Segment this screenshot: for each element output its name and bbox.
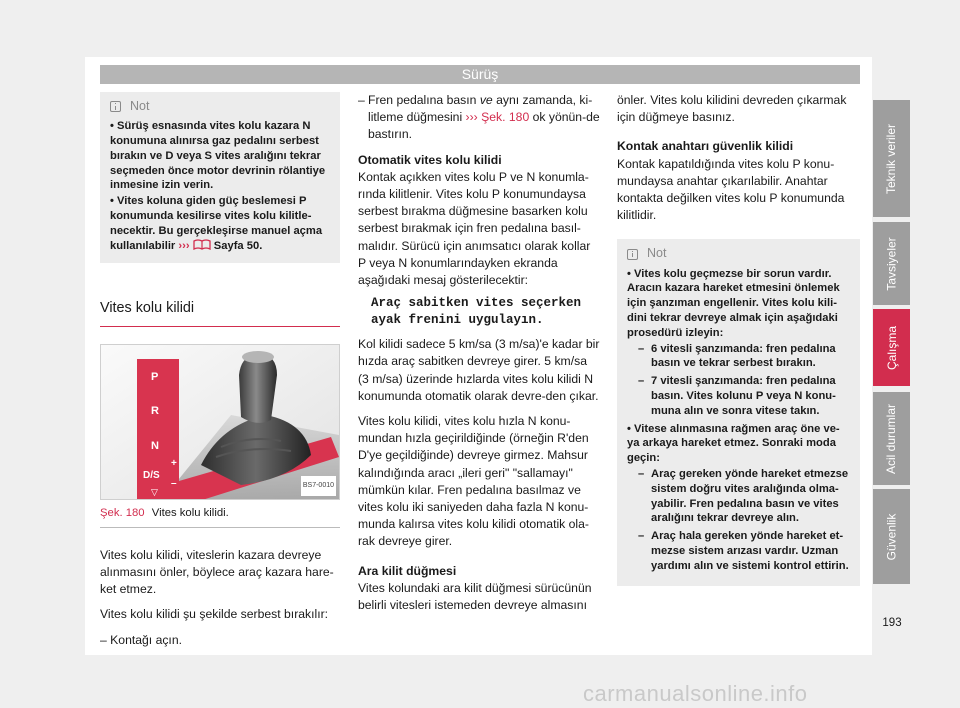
link-arrow[interactable]: ››› (178, 239, 190, 252)
note-item: • Vitese alınmasına rağmen araç öne ve-ya arkaya hareket etmez. Sonraki moda geçin: (627, 422, 840, 465)
section-title: Vites kolu kilidi (100, 300, 340, 326)
watermark: carmanualsonline.info (583, 681, 808, 706)
note-box (617, 239, 860, 585)
dash-item: – Kontağı açın. (100, 632, 182, 647)
figure-caption (100, 505, 340, 528)
note-item: • Vites kolu geçmezse bir sorun vardır. Aracın kazara hareket etmesini önlemek için şanzıman engellenir. Vites kolu kili-dini tekrar devreye almak için aşağıdaki prosedürü izleyin: (627, 267, 840, 339)
figure-gear-lever (100, 344, 340, 500)
tab-tavsiyeler[interactable]: Tavsiyeler (873, 222, 910, 305)
page-link[interactable]: Sayfa 50. (213, 239, 263, 252)
paragraph: Vites kolundaki ara kilit düğmesi sürücünün belirli vitesleri istemeden devreye almasını (358, 580, 592, 613)
note-subitem: – 6 vitesli şanzımanda: fren pedalına basın ve tekrar serbest bırakın. (638, 342, 836, 370)
note-header (110, 98, 330, 115)
figure-link[interactable]: Şek. 180 (481, 110, 530, 125)
subheading: Kontak anahtarı güvenlik kilidi (617, 139, 794, 154)
note-header (627, 245, 850, 262)
column-3 (617, 92, 860, 586)
emphasis: ve (479, 93, 493, 107)
tab-acil-durumlar[interactable]: Acil durumlar (873, 392, 910, 485)
info-icon (627, 249, 638, 260)
note-item (110, 194, 330, 253)
page-header-title: Sürüş (461, 66, 499, 82)
tab-calisma[interactable]: Çalışma (873, 309, 910, 386)
message-line: ayak frenini uygulayın. (371, 312, 544, 327)
paragraph: Kontak açıkken vites kolu P ve N konumla-rında kilitlenir. Vites kolu P konumundaysa serbest bırakma düğmesine basarken kolu serbest bırakmak için fren pedalına basıl-malıdır. Sürücü için anımsatıcı olarak kollar P veya N konumlarındayken ekranda aşağıdaki mesaj gösterilecektir: (358, 169, 591, 288)
book-icon[interactable] (193, 239, 211, 250)
paragraph: Vites kolu kilidi şu şekilde serbest bırakılır: (100, 607, 329, 622)
dash-item: – Fren pedalına basın ve aynı zamanda, ki-litleme düğmesini ››› Şek. 180 ok yönün-de bastırın. (358, 93, 600, 142)
note-item: • Sürüş esnasında vites kolu kazara N konumuna alınırsa gaz pedalını serbest bırakın ve D veya S vites aralığını tekrar seçmeden önce motor devrinin rölantiye inmesine izin verin. (110, 120, 326, 192)
figure-caption-text: Vites kolu kilidi. (151, 506, 229, 519)
note-item-text: • Vites koluna giden güç beslemesi P konumunda kesilirse vites kolu kilitle-necektir. Bu gerçekleşirse manuel açma kullanılabilir (110, 195, 323, 252)
minus-label: – (171, 477, 177, 489)
paragraph: Kontak kapatıldığında vites kolu P konu-mundaysa anahtar çıkarılabilir. Anahtar kontakta değilken vites kolu P konumunda kilitlidir. (617, 156, 845, 223)
page-number: 193 (882, 617, 902, 629)
link-arrow[interactable]: ››› (465, 110, 478, 125)
figure-caption-label: Şek. 180 (100, 506, 145, 519)
subheading: Ara kilit düğmesi (358, 563, 457, 578)
tab-guvenlik[interactable]: Güvenlik (873, 489, 910, 584)
paragraph: Vites kolu kilidi, vites kolu hızla N konu-mundan hızla geçirildiğinde (örneğin R'den D'ye geçildiğinde) devreye girmez. Mahsur kalındığında aracı „ileri geri" "sallamayı" mümkün kılar. Fren pedalına basılmaz ve vites kolu iki saniyeden daha fazla N konu-munda kalırsa vites kolu kilidi otomatik ola-rak devreye girer. (358, 414, 589, 549)
gear-label-ds: D/S (143, 469, 160, 481)
gear-label-r: R (151, 404, 159, 417)
paragraph: Vites kolu kilidi, viteslerin kazara devreye alınmasını önler, böylece araç kazara hare-ket etmez. (100, 547, 334, 597)
paragraph: önler. Vites kolu kilidini devreden çıkarmak için düğmeye basınız. (617, 93, 847, 125)
subheading: Otomatik vites kolu kilidi (358, 152, 502, 167)
note-label: Not (647, 246, 667, 261)
column-1 (100, 92, 340, 649)
note-box (100, 92, 340, 263)
gear-label-n: N (151, 439, 159, 452)
note-subitem: – Araç gereken yönde hareket etmezse sistem doğru vites aralığında olma-yabilir. Fren pedalına basın ve vites aralığını tekrar devreye alın. (638, 467, 849, 525)
gear-label-p: P (151, 370, 159, 383)
paragraph: Kol kilidi sadece 5 km/sa (3 m/sa)'e kadar bir hızda araç sabitken devreye girer. 5 km/sa (3 m/sa) üzerinde hızlarda vites kolu kilidi N konumunda otomatik olarak devre-den çıkar. (358, 337, 600, 403)
message-line: Araç sabitken vites seçerken (371, 296, 582, 311)
plus-label: + (171, 457, 177, 469)
note-subitem: – Araç hala gereken yönde hareket et-mezse sistem arızası vardır. Uzman yardımı alın ve sistemi kontrol ettirin. (638, 530, 849, 572)
tab-teknik-veriler[interactable]: Teknik veriler (873, 100, 910, 217)
text: Fren pedalına basın (368, 93, 477, 107)
note-subitem: – 7 vitesli şanzımanda: fren pedalına basın. Vites kolunu P veya N konu-muna alın ve sonra vitese takın. (638, 375, 836, 417)
note-label: Not (130, 99, 150, 113)
text: ok yönün-de bastırın. (368, 110, 600, 142)
text: aynı zamanda, ki-litleme düğmesini (368, 93, 593, 125)
figure-code: BS7-0010 (301, 476, 336, 495)
column-2 (358, 92, 600, 614)
display-message (358, 295, 600, 328)
triangle-icon: ▽ (151, 486, 158, 497)
info-icon (110, 101, 121, 112)
